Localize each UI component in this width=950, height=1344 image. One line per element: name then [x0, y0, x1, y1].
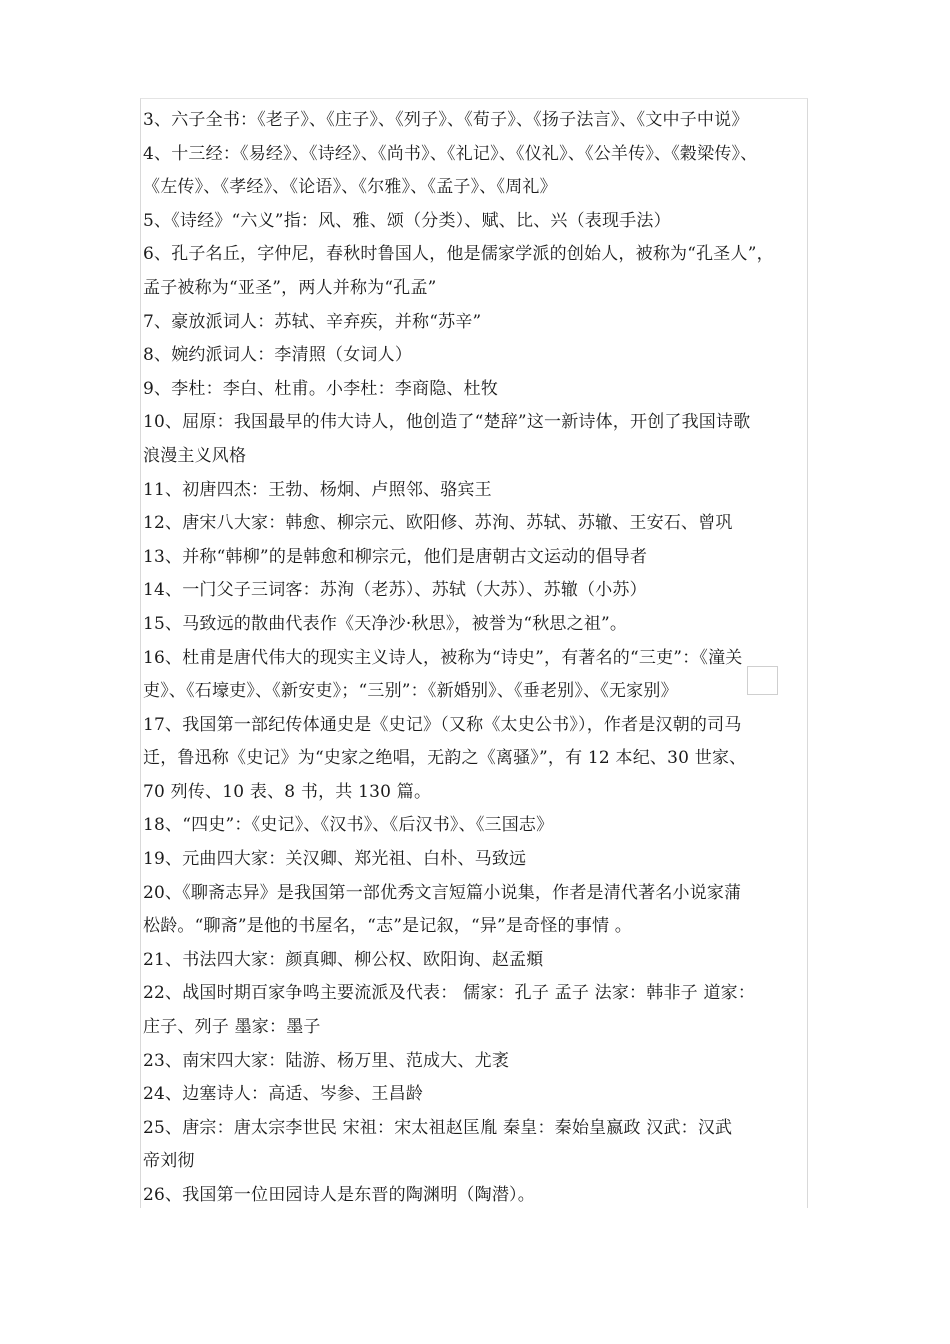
text-line: 帝刘彻: [143, 1151, 195, 1172]
text-line: 6、孔子名丘，字仲尼，春秋时鲁国人，他是儒家学派的创始人，被称为“孔圣人”，: [143, 244, 774, 265]
text-line: 14、一门父子三词客：苏洵（老苏）、苏轼（大苏）、苏辙（小苏）: [143, 580, 647, 601]
document-body: [143, 104, 809, 1213]
text-line: 16、杜甫是唐代伟大的现实主义诗人，被称为“诗史”，有著名的“三吏”：《潼关: [143, 647, 743, 668]
text-line: 70 列传、10 表、8 书，共 130 篇。: [143, 781, 432, 802]
text-line: 松龄。“聊斋”是他的书屋名，“志”是记叙，“异”是奇怪的事情 。: [143, 916, 632, 937]
text-line: 23、南宋四大家：陆游、杨万里、范成大、尤袤: [143, 1050, 510, 1071]
text-line: 22、战国时期百家争鸣主要流派及代表： 儒家：孔子 孟子 法家：韩非子 道家：: [143, 983, 756, 1004]
text-line: 浪漫主义风格: [143, 445, 247, 466]
text-line: 9、李杜：李白、杜甫。小李杜：李商隐、杜牧: [143, 378, 499, 399]
text-line: 12、唐宋八大家：韩愈、柳宗元、欧阳修、苏洵、苏轼、苏辙、王安石、曾巩: [143, 513, 733, 534]
text-line: 10、屈原：我国最早的伟大诗人，他创造了“楚辞”这一新诗体，开创了我国诗歌: [143, 412, 751, 433]
text-line: 4、十三经：《易经》、《诗经》、《尚书》、《礼记》、《仪礼》、《公羊传》、《穀梁传》、: [143, 143, 758, 164]
text-line: 《左传》、《孝经》、《论语》、《尔雅》、《孟子》、《周礼》: [143, 177, 557, 198]
text-line: 庄子、列子 墨家：墨子: [143, 1017, 321, 1038]
text-line: 吏》、《石壕吏》、《新安吏》；“三别”：《新婚别》、《垂老别》、《无家别》: [143, 681, 678, 702]
text-line: 13、并称“韩柳”的是韩愈和柳宗元，他们是唐朝古文运动的倡导者: [143, 546, 648, 567]
text-line: 5、《诗经》“六义”指：风、雅、颂（分类）、赋、比、兴（表现手法）: [143, 210, 671, 231]
text-line: 孟子被称为“亚圣”，两人并称为“孔孟”: [143, 277, 437, 298]
text-line: 迁，鲁迅称《史记》为“史家之绝唱，无韵之《离骚》”，有 12 本纪、30 世家、: [143, 748, 747, 769]
text-line: 11、初唐四杰：王勃、杨炯、卢照邻、骆宾王: [143, 479, 492, 500]
text-line: 18、“四史”：《史记》、《汉书》、《后汉书》、《三国志》: [143, 815, 554, 836]
text-line: 21、书法四大家：颜真卿、柳公权、欧阳询、赵孟頫: [143, 949, 544, 970]
text-line: 20、《聊斋志异》是我国第一部优秀文言短篇小说集，作者是清代著名小说家蒲: [143, 882, 742, 903]
text-line: 3、六子全书：《老子》、《庄子》、《列子》、《荀子》、《扬子法言》、《文中子中说》: [143, 110, 749, 130]
text-line: 15、马致远的散曲代表作《天净沙·秋思》，被誉为“秋思之祖”。: [143, 613, 628, 634]
text-line: 26、我国第一位田园诗人是东晋的陶渊明（陶潜）。: [143, 1185, 535, 1205]
text-line: 24、边塞诗人：高适、岑参、王昌龄: [143, 1084, 424, 1105]
text-line: 17、我国第一部纪传体通史是《史记》（又称《太史公书》），作者是汉朝的司马: [143, 714, 742, 735]
text-line: 7、豪放派词人：苏轼、辛弃疾，并称“苏辛”: [143, 311, 482, 332]
text-line: 25、唐宗：唐太宗李世民 宋祖：宋太祖赵匡胤 秦皇：秦始皇嬴政 汉武：汉武: [143, 1117, 733, 1138]
text-line: 8、婉约派词人：李清照（女词人）: [143, 345, 413, 366]
text-line: 19、元曲四大家：关汉卿、郑光祖、白朴、马致远: [143, 849, 527, 870]
